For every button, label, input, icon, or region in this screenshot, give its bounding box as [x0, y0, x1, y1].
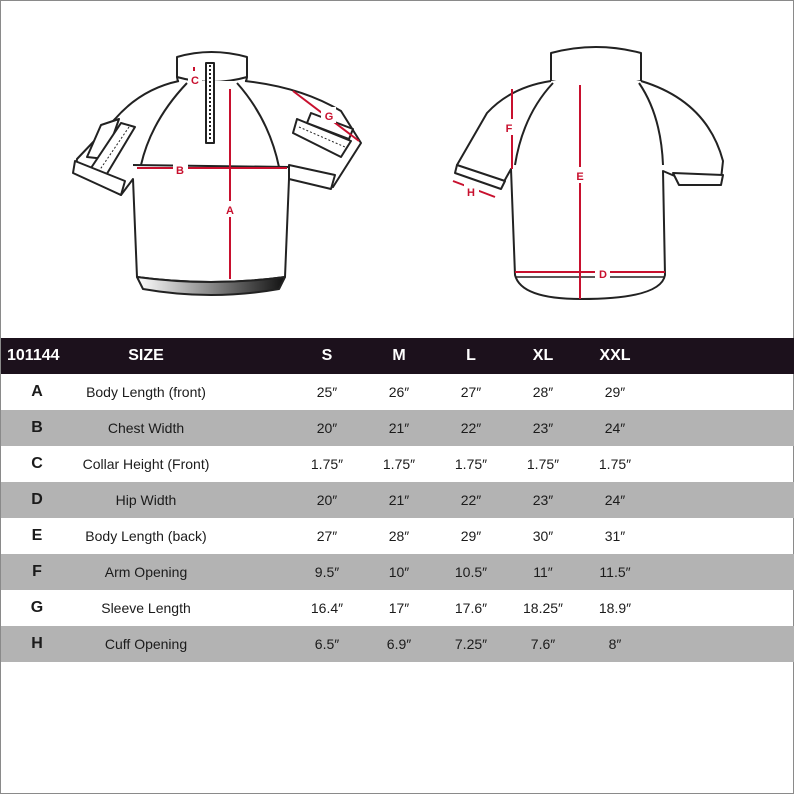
value-l: 29″	[460, 528, 482, 544]
row-code: D	[31, 491, 43, 508]
size-header-m: M	[392, 347, 406, 364]
row-code: H	[31, 635, 43, 652]
value-xl: 23″	[532, 420, 554, 436]
row-code: F	[32, 563, 42, 580]
value-xl: 23″	[532, 492, 554, 508]
label-a: A	[226, 205, 234, 217]
size-column-header: SIZE	[128, 347, 164, 364]
table-header-row	[1, 338, 794, 374]
value-xxl: 29″	[604, 384, 626, 400]
table-row	[1, 590, 794, 626]
value-xl: 7.6″	[530, 636, 556, 652]
value-l: 22″	[460, 420, 482, 436]
value-s: 9.5″	[314, 564, 340, 580]
value-xl: 30″	[532, 528, 554, 544]
value-xxl: 1.75″	[598, 456, 632, 472]
value-s: 1.75″	[310, 456, 344, 472]
value-s: 27″	[316, 528, 338, 544]
garment-diagrams	[1, 1, 794, 331]
row-label: Body Length (front)	[86, 384, 206, 400]
size-header-xl: XL	[532, 347, 554, 364]
value-xxl: 31″	[604, 528, 626, 544]
value-m: 28″	[388, 528, 410, 544]
value-xxl: 24″	[604, 420, 626, 436]
table-row	[1, 554, 794, 590]
value-xl: 1.75″	[526, 456, 560, 472]
value-m: 1.75″	[382, 456, 416, 472]
row-label: Collar Height (Front)	[82, 456, 210, 472]
value-s: 20″	[316, 492, 338, 508]
size-table	[1, 338, 794, 662]
product-code: 101144	[7, 347, 60, 364]
label-b: B	[176, 165, 184, 177]
row-code: C	[31, 455, 43, 472]
value-m: 10″	[388, 564, 410, 580]
value-m: 17″	[388, 600, 410, 616]
table-row	[1, 482, 794, 518]
size-header-xxl: XXL	[599, 347, 631, 364]
value-l: 10.5″	[454, 564, 488, 580]
value-s: 6.5″	[314, 636, 340, 652]
label-h: H	[467, 187, 475, 199]
row-label: Sleeve Length	[101, 600, 191, 616]
row-label: Arm Opening	[104, 564, 188, 580]
size-header-l: L	[466, 347, 476, 364]
table-row	[1, 410, 794, 446]
value-l: 1.75″	[454, 456, 488, 472]
row-code: A	[31, 383, 43, 400]
value-l: 27″	[460, 384, 482, 400]
row-code: G	[30, 599, 44, 616]
label-c: C	[191, 75, 199, 87]
row-label: Chest Width	[107, 420, 185, 436]
table-row	[1, 626, 794, 662]
row-label: Hip Width	[115, 492, 177, 508]
row-code: E	[31, 527, 43, 544]
row-label: Cuff Opening	[104, 636, 188, 652]
value-xxl: 24″	[604, 492, 626, 508]
row-code: B	[31, 419, 43, 436]
value-m: 26″	[388, 384, 410, 400]
value-s: 20″	[316, 420, 338, 436]
table-row	[1, 518, 794, 554]
value-xxl: 8″	[608, 636, 622, 652]
size-header-s: S	[321, 347, 333, 364]
value-xl: 28″	[532, 384, 554, 400]
label-f: F	[505, 123, 513, 135]
value-m: 21″	[388, 492, 410, 508]
value-m: 21″	[388, 420, 410, 436]
value-s: 16.4″	[310, 600, 344, 616]
label-g: G	[324, 111, 334, 123]
value-l: 17.6″	[454, 600, 488, 616]
front-shirt-drawing	[73, 52, 361, 295]
label-e: E	[576, 171, 584, 183]
row-label: Body Length (back)	[85, 528, 207, 544]
table-row	[1, 374, 794, 410]
value-xxl: 18.9″	[598, 600, 632, 616]
table-row	[1, 446, 794, 482]
value-l: 22″	[460, 492, 482, 508]
value-xl: 18.25″	[523, 600, 563, 616]
label-d: D	[599, 269, 607, 281]
value-xl: 11″	[533, 564, 553, 580]
value-m: 6.9″	[386, 636, 412, 652]
value-s: 25″	[316, 384, 338, 400]
value-xxl: 11.5″	[599, 564, 631, 580]
value-l: 7.25″	[454, 636, 488, 652]
back-shirt-drawing	[455, 47, 723, 299]
